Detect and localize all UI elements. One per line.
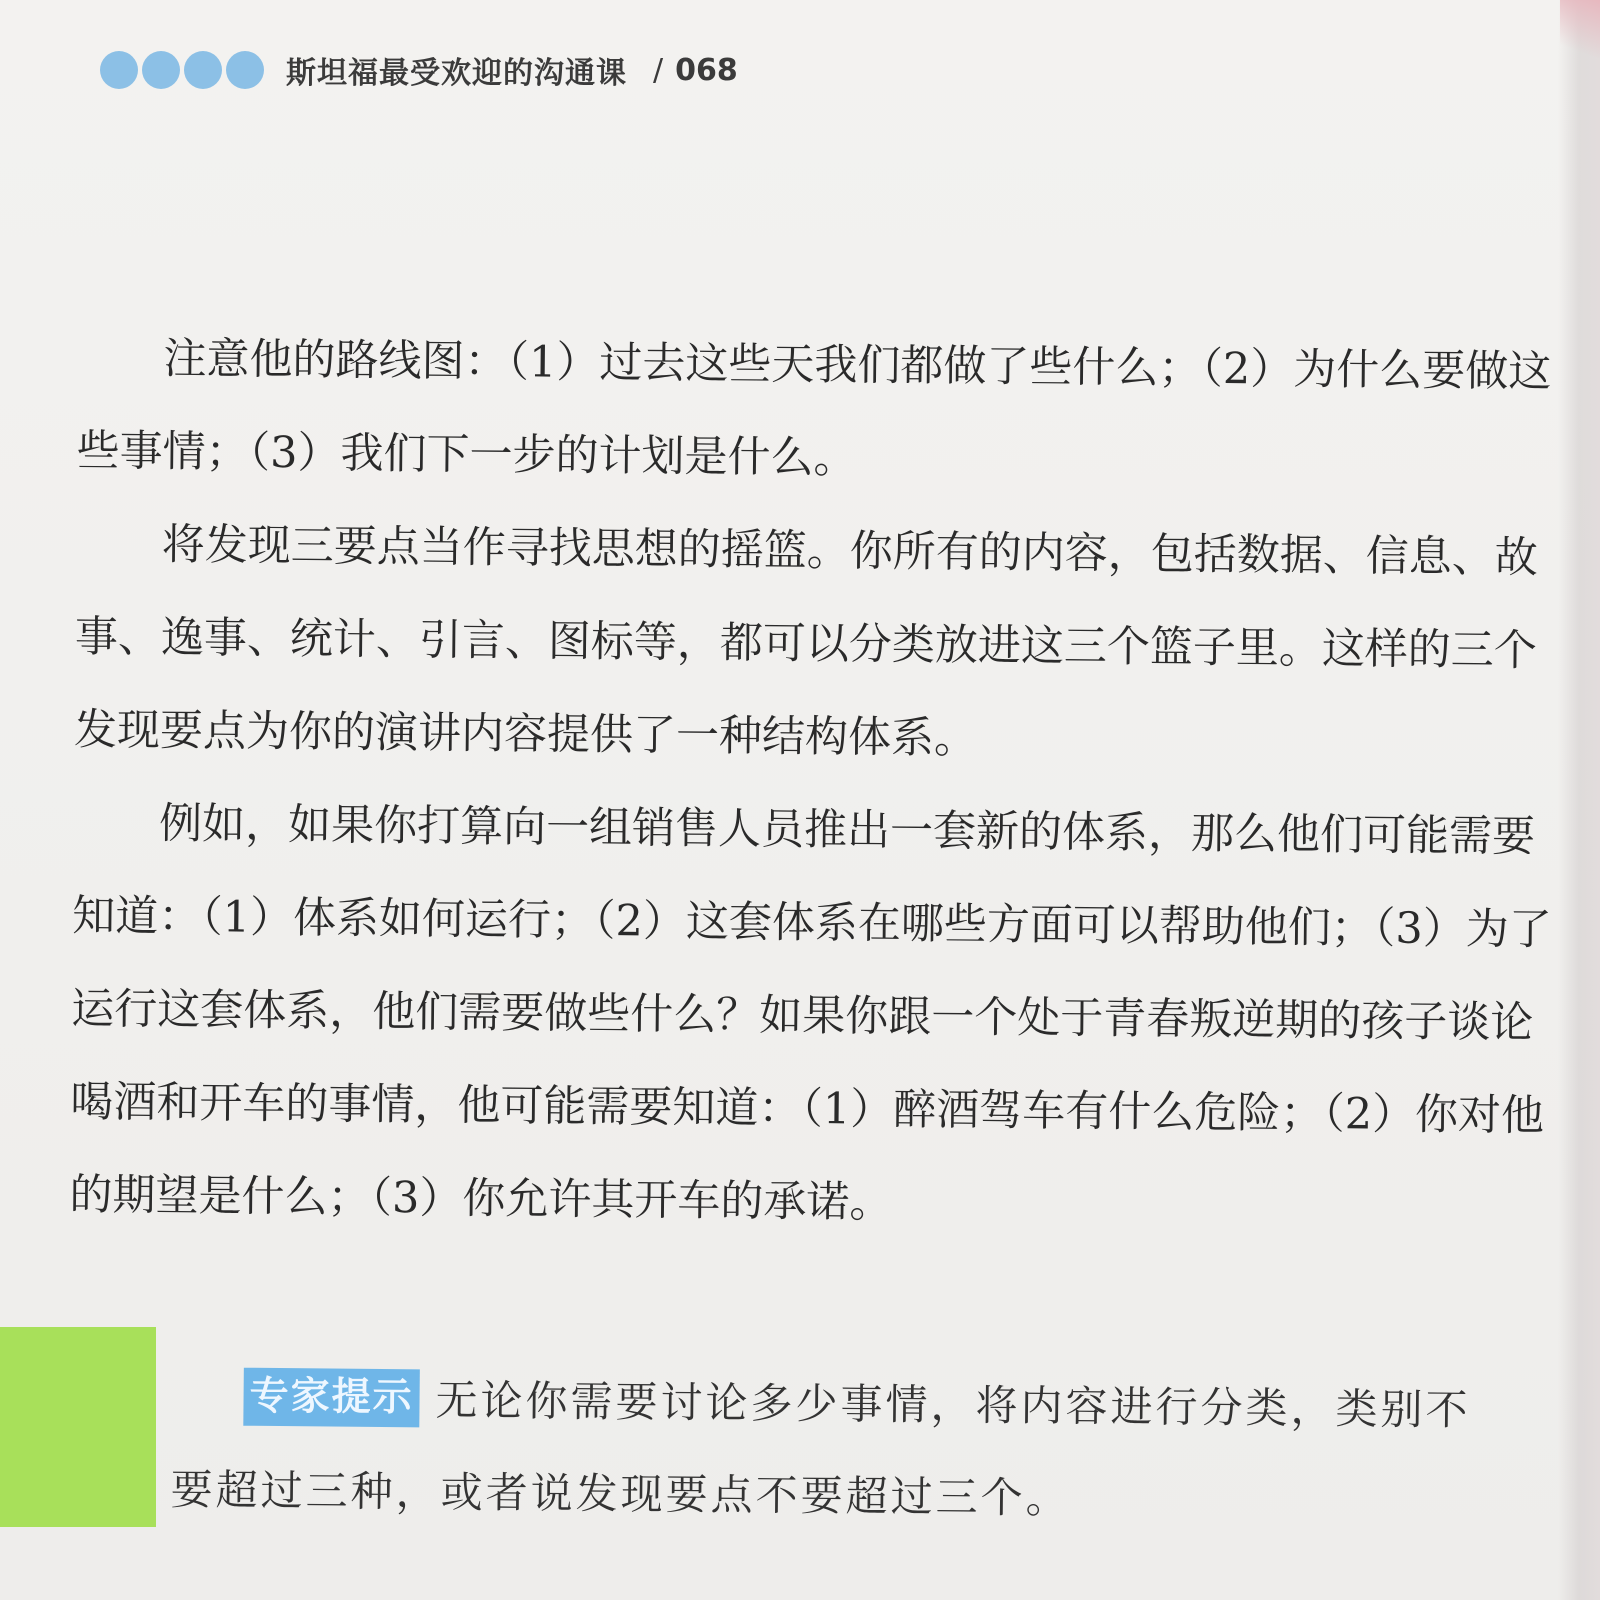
paragraph: 将发现三要点当作寻找思想的摇篮。你所有的内容，包括数据、信息、故事、逸事、统计、引言、图标等，都可以分类放进这三个篮子里。这样的三个发现要点为你的演讲内容提供了一种结构体系。 [73, 519, 1538, 764]
tip-badge: 专家提示 [243, 1368, 420, 1428]
paragraph: 注意他的路线图：（1）过去这些天我们都做了些什么；（2）为什么要做这些事情；（3）我们下一步的计划是什么。 [76, 333, 1552, 484]
adjacent-page-corner [1560, 0, 1600, 60]
tip-text: 无论你需要讨论多少事情，将内容进行分类，类别不要超过三种，或者说发现要点不要超过三个。 [170, 1375, 1471, 1523]
logo-dot-2 [142, 51, 180, 89]
tip-paragraph [170, 1352, 1472, 1548]
body-text [69, 312, 1558, 1256]
tip-accent-bar [0, 1327, 156, 1527]
logo-dot-1 [100, 51, 138, 89]
page-edge-shadow [1558, 0, 1600, 1600]
series-logo [100, 51, 268, 89]
running-header [100, 30, 738, 110]
header-separator: / [653, 52, 664, 88]
logo-dot-3 [184, 51, 222, 89]
page-number: 068 [675, 52, 738, 88]
book-title: 斯坦福最受欢迎的沟通课 [286, 56, 627, 91]
paragraph: 例如，如果你打算向一组销售人员推出一套新的体系，那么他们可能需要知道：（1）体系如何运行；（2）这套体系在哪些方面可以帮助他们；（3）为了运行这套体系，他们需要做些什么？如果你跟一个处于青春叛逆期的孩子谈论喝酒和开车的事情，他可能需要知道：（1）醉酒驾车有什么危险；（2）你对他的期望是什么；（3）你允许其开车的承诺。 [69, 798, 1552, 1228]
logo-dot-4 [226, 51, 264, 89]
expert-tip [170, 1352, 1472, 1548]
